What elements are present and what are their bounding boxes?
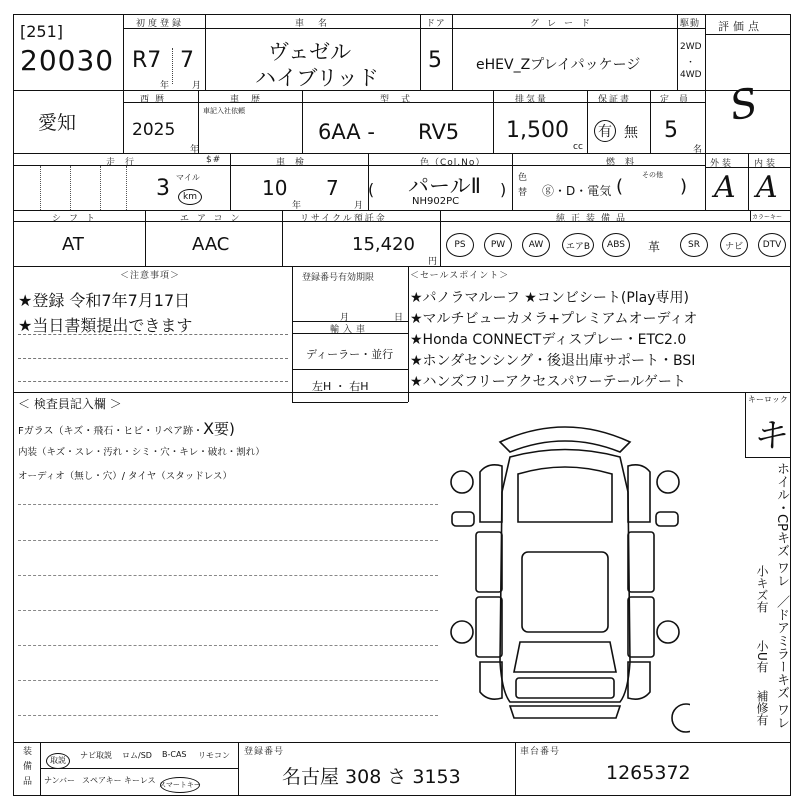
rating-label: 評価点: [718, 20, 763, 33]
grid-line: [493, 90, 494, 153]
grid-line: [13, 221, 791, 222]
sales-point-1: ★パノラマルーフ ★コンビシート(Play専用): [410, 290, 689, 306]
displacement-value: 1,500: [506, 118, 569, 143]
grid-line: [512, 153, 513, 210]
equip-navi: ナビ: [720, 233, 748, 257]
fuel-paren-left: (: [616, 176, 624, 197]
grid-line: [205, 14, 206, 90]
registration-month: 7: [180, 48, 194, 73]
note-dashed-line: [18, 381, 288, 382]
car-name-line2: ハイブリッド: [255, 66, 379, 90]
registration-era-year: R7: [132, 48, 162, 73]
color-paren-left: (: [368, 180, 375, 199]
notes-line2: ★当日書類提出できます: [18, 316, 193, 335]
grid-line: [13, 90, 791, 91]
warranty-yes-circle: 有: [594, 120, 616, 142]
grid-line: [750, 210, 751, 221]
grid-line: [123, 14, 124, 153]
grid-line: [440, 210, 441, 266]
equip-airbag: エアB: [562, 233, 594, 257]
fuel-label: 燃料: [606, 158, 645, 168]
grid-line: [13, 392, 791, 393]
western-year-label: 西暦: [140, 95, 171, 105]
equip-aw: AW: [522, 233, 550, 257]
grade-label: グレード: [530, 19, 599, 29]
drive-opt1: 2WD: [680, 42, 702, 52]
chassis-label: 車台番号: [520, 747, 561, 757]
inspector-line1-mark: X: [203, 419, 215, 438]
grid-line: [13, 742, 791, 743]
grid-line: [13, 153, 791, 154]
import-label: 輸入車: [330, 325, 370, 335]
acc-row2-3-wrap: [160, 772, 200, 793]
grid-line: [302, 90, 303, 153]
acc-row1-4: リモコン: [198, 751, 230, 760]
key-lock-mark: キ: [752, 416, 786, 456]
inspection-dashed-line: [18, 680, 438, 681]
capacity-label: 定員: [660, 95, 699, 105]
capacity-value: 5: [664, 118, 678, 143]
mileage-unit2-wrap: [178, 184, 202, 205]
inspection-dashed-line: [18, 715, 438, 716]
region-value: 愛知: [38, 112, 77, 134]
notes-line1: ★登録 令和7年7月17日: [18, 291, 191, 310]
grid-line: [705, 34, 791, 35]
mileage-value: 3: [156, 176, 170, 201]
acc-row1-1: ナビ取説: [80, 751, 112, 760]
notes-label: ＜注意事項＞: [120, 271, 181, 281]
vehicle-label: 車歴: [230, 95, 273, 105]
acc-manual-circle: 取説: [46, 753, 70, 769]
inspection-month: 7: [326, 176, 339, 200]
sales-point-3: ★Honda CONNECTディスプレー・ETC2.0: [410, 332, 687, 348]
inspection-label: 車検: [276, 158, 315, 168]
equip-ps: PS: [446, 233, 474, 257]
doors-value: 5: [428, 48, 442, 73]
grid-line: [587, 90, 588, 153]
grid-line: [40, 742, 41, 796]
inspector-line2: 内装（キズ・スレ・汚れ・シミ・穴・キレ・破れ・割れ）: [18, 447, 265, 458]
inspection-dashed-line: [18, 610, 438, 611]
registration-month-unit: 月: [192, 81, 202, 91]
interior-label: 内装: [754, 159, 779, 169]
model-value1: 6AA -: [318, 120, 375, 144]
grid-line: [13, 210, 791, 211]
shift-label: シフト: [52, 214, 104, 224]
vehicle-note: 車記入社依頼: [203, 107, 245, 115]
inspector-line1: [18, 418, 235, 439]
car-diagram: [440, 402, 690, 742]
expiry-day: 日: [394, 313, 404, 323]
drive-sep: ・: [686, 58, 696, 68]
equipment-key-label: カラーキー: [752, 214, 783, 221]
warranty-no: 無: [624, 125, 638, 141]
fuel-options: ⓖ・D・電気: [542, 184, 612, 198]
color-name: パールⅡ: [408, 174, 481, 198]
note-dashed-line: [18, 358, 288, 359]
side-note-2: 小キズ有: [755, 565, 769, 613]
inspection-year: 10: [262, 176, 288, 200]
equip-pw: PW: [484, 233, 512, 257]
car-name-label: 車名: [295, 19, 342, 29]
inspection-month-unit: 月: [354, 201, 364, 211]
color-change-label: 色替: [516, 172, 526, 202]
model-label: 型式: [380, 95, 423, 105]
sales-point-5: ★ハンズフリーアクセスパワーテールゲート: [410, 374, 686, 390]
grid-line: [748, 153, 749, 210]
acc-row1-0-wrap: [46, 748, 70, 769]
grid-line: [408, 266, 409, 402]
mileage-prefix: $#: [206, 155, 222, 165]
acc-smartkey-circle: スマートキー: [160, 777, 200, 793]
grid-line: [650, 90, 651, 153]
exterior-label: 外装: [710, 159, 735, 169]
warranty-yes: [594, 120, 616, 142]
sales-point-2: ★マルチビューカメラ+プレミアムオーディオ: [410, 311, 698, 327]
warranty-label: 保証書: [598, 95, 632, 105]
recycle-value: 15,420: [352, 234, 415, 255]
mileage-unit2-circle: km: [178, 189, 202, 205]
car-name-line1: ヴェゼル: [268, 40, 352, 64]
import-hand: 左H ・ 右H: [312, 380, 369, 393]
grid-line: [230, 153, 231, 210]
mileage-digit-dividers: [126, 166, 127, 210]
equip-dtv: DTV: [758, 233, 786, 257]
acc-row2-2: キーレス: [124, 776, 156, 785]
grid-line: [677, 14, 678, 90]
accessories-label: 装備品: [21, 746, 31, 791]
western-year-unit: 年: [190, 145, 200, 155]
key-lock-label: キーロック: [748, 395, 788, 404]
rating-value: S: [726, 79, 762, 131]
color-code: NH902PC: [412, 196, 460, 207]
inspector-line1-pre: Fガラス（キズ・飛石・ヒビ・リペア跡・: [18, 426, 204, 437]
shift-value: AT: [62, 234, 84, 255]
registration-year-unit: 年: [160, 81, 170, 91]
inspection-dashed-line: [18, 504, 438, 505]
grid-line: [292, 402, 408, 403]
grid-line: [705, 14, 706, 210]
grid-line: [452, 14, 453, 90]
sales-point-4: ★ホンダセンシング・後退出庫サポート・BSI: [410, 353, 696, 369]
expiry-label: 登録番号有効期限: [302, 273, 375, 283]
mileage-digit-dividers: [40, 166, 150, 210]
drive-label: 駆動: [680, 19, 701, 29]
grid-line: [292, 369, 408, 370]
mileage-digit-dividers: [100, 166, 101, 210]
equipment-label: 純正装備品: [556, 214, 632, 224]
side-note-1: ホイル・CPキズ ワレ: [774, 462, 789, 588]
inspection-year-unit: 年: [292, 201, 302, 211]
drive-opt2: 4WD: [680, 70, 702, 80]
inspector-label: ＜ 検査員記入欄 ＞: [18, 397, 122, 411]
lot-code: [251]: [20, 22, 64, 41]
inspector-line3: オーディオ（無し・穴）/ タイヤ（スタッドレス）: [18, 471, 232, 482]
capacity-unit: 名: [693, 145, 703, 155]
doors-label: ドア: [426, 19, 446, 29]
acc-row2-0: ナンバー: [44, 776, 76, 785]
equip-abs: ABS: [602, 233, 630, 257]
grid-line: [13, 266, 791, 267]
grid-line: [145, 210, 146, 266]
grade-value: eHEV_Zプレイパッケージ: [476, 57, 641, 73]
acc-row2-1: スペアキー: [82, 776, 122, 785]
mileage-label: 走行: [106, 158, 145, 168]
interior-grade: A: [756, 170, 778, 205]
grid-line: [123, 28, 705, 29]
chassis-value: 1265372: [606, 762, 691, 784]
mileage-unit1: マイル: [176, 173, 200, 182]
grid-line: [282, 210, 283, 266]
inspection-dashed-line: [18, 645, 438, 646]
fuel-paren-right: ): [680, 176, 688, 197]
sales-points-label: ＜セールスポイント＞: [410, 271, 510, 281]
lot-number: 20030: [20, 44, 115, 77]
color-paren-right: ): [500, 180, 507, 199]
registration-divider: [172, 48, 173, 84]
grid-line: [238, 742, 239, 796]
inspection-dashed-line: [18, 575, 438, 576]
recycle-label: リサイクル預託金: [300, 214, 387, 224]
inspector-line1-post: 要): [214, 420, 235, 438]
plate-label: 登録番号: [244, 747, 285, 757]
exterior-grade: A: [714, 170, 736, 205]
grid-line: [420, 14, 421, 90]
plate-value: 名古屋 308 さ 3153: [282, 766, 461, 788]
equip-sr: SR: [680, 233, 708, 257]
acc-row1-2: ロム/SD: [122, 751, 152, 760]
model-value2: RV5: [418, 120, 460, 144]
import-dealer: ディーラー・並行: [306, 348, 394, 361]
displacement-unit: cc: [573, 142, 583, 152]
acc-row1-3: B-CAS: [162, 750, 187, 759]
inspection-dashed-line: [18, 540, 438, 541]
grid-line: [292, 266, 293, 402]
color-label: 色（Col.No）: [420, 158, 486, 168]
mileage-digit-dividers: [70, 166, 71, 210]
western-year-value: 2025: [132, 120, 176, 140]
equip-leather: 革: [648, 240, 661, 254]
aircon-label: エアコン: [180, 214, 248, 224]
expiry-month: 月: [340, 313, 350, 323]
aircon-value: AAC: [192, 234, 230, 255]
fuel-other: その他: [642, 171, 663, 179]
displacement-label: 排気量: [515, 95, 549, 105]
side-note-5: 補修有: [755, 690, 769, 726]
recycle-unit: 円: [428, 257, 438, 267]
side-note-3: ／ドアミラーキズ ワレ: [774, 595, 789, 730]
registration-label: 初度登録: [136, 19, 185, 29]
grid-line: [515, 742, 516, 796]
side-note-4: 小U有: [755, 640, 769, 673]
